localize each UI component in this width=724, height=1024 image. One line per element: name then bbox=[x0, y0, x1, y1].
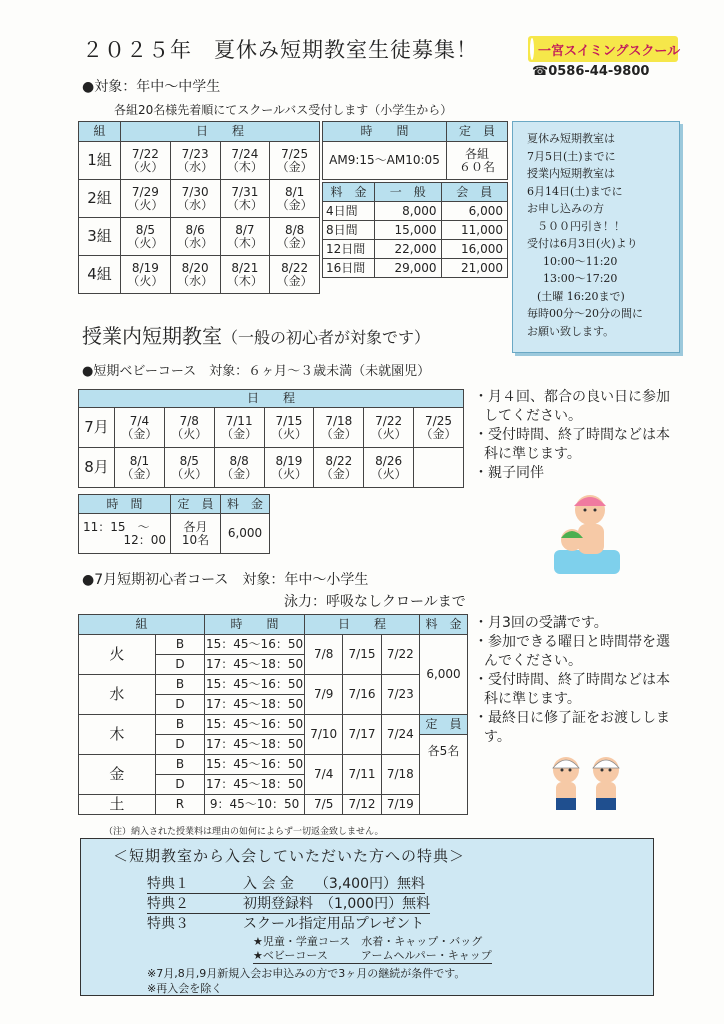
group-header: 組 bbox=[79, 122, 121, 142]
table-row: 3組 8/5 （火） 8/6 （水） 8/7 （木） 8/8 （金） bbox=[79, 218, 320, 256]
summer-target: ●対象：年中～中学生 bbox=[82, 79, 221, 95]
table-row: 4組 8/19 （火） 8/20 （水） 8/21 （木） 8/22 （金） bbox=[79, 256, 320, 294]
benefits-title: ＜短期教室から入会していただいた方への特典＞ bbox=[113, 847, 466, 865]
summer-schedule-table bbox=[78, 121, 320, 294]
table-row: 16日間 29,000 21,000 bbox=[323, 259, 508, 278]
beginner-course-heading: ●7月短期初心者コース 対象：年中～小学生 bbox=[82, 572, 369, 588]
benefits-box bbox=[80, 838, 654, 996]
group-name: 1組 bbox=[79, 142, 121, 180]
table-row: 8月 8/1 （金） 8/5 （火） 8/8 （金） 8/19 （火） 8/22 （金） 8/26 （火） bbox=[79, 448, 464, 488]
summer-capacity: 各組 ６０名 bbox=[447, 142, 508, 180]
summer-fee-table bbox=[322, 182, 508, 278]
baby-schedule-header: 日 程 bbox=[79, 390, 464, 408]
benefit-item-3: 特典３ スクール指定用品プレゼント bbox=[147, 916, 425, 932]
application-info-box: 夏休み短期教室は 7月5日(土)までに 授業内短期教室は 6月14日(土)までに お申し込みの方 ５００円引き！！ 受付は6月3日(火)より 10:00～11:20 13:00～17:20 (土曜 16:20まで) 毎時00分～20分の間に お願い致します。 bbox=[512, 121, 680, 353]
kids-swim-illustration bbox=[546, 752, 630, 822]
baby-time: 11：15 ～ 12：00 bbox=[79, 514, 171, 554]
baby-notes: ・月４回、都合の良い日に参加してください。 ・受付時間、終了時間などは本科に準じます。 ・親子同伴 bbox=[474, 389, 670, 481]
table-row: 4日間 8,000 6,000 bbox=[323, 202, 508, 221]
beginner-notes: ・月3回の受講です。 ・参加できる曜日と時間帯を選んでください。 ・受付時間、終了時間などは本科に準じます。 ・最終日に修了証をお渡しします。 bbox=[474, 615, 670, 745]
table-row: 木 B 15：45～16：50 7/10 7/17 7/24 定 員 bbox=[79, 715, 468, 735]
table-row: 8日間 15,000 11,000 bbox=[323, 221, 508, 240]
schedule-header: 日 程 bbox=[121, 122, 320, 142]
benefit-item-1: 特典１ 入 会 金 （3,400円）無料 bbox=[147, 873, 425, 894]
beginner-schedule-table: 組 時 間 日 程 料 金 火 B 15：45～16：50 7/8 7/15 7/22 6,000 D 17：45～18：50 水 B 15：45～16：50 7/9 7/16 7/23 D 17：45～18：50 木 B 15：45～16：50 7/10 7/17 7/24 定 員 D 17：45～18：50 各5名 金 B 15：45～16：50 7/4 7/11 7/18 D 17：45～18：50 土 R 9：45～10：50 7/5 7/12 7/19 bbox=[78, 614, 468, 815]
gift-line-2: ★ベビーコース アームヘルパー・キャップ bbox=[253, 949, 492, 962]
footnote-2: ※再入会を除く bbox=[147, 982, 223, 995]
table-row: 12日間 22,000 16,000 bbox=[323, 240, 508, 259]
group-name: 2組 bbox=[79, 180, 121, 218]
baby-fee: 6,000 bbox=[221, 514, 270, 554]
baby-course-heading: ●短期ベビーコース 対象：６ヶ月～３歳未満（未就園児） bbox=[82, 364, 431, 379]
table-row: 7月 7/4 （金） 7/8 （火） 7/11 （金） 7/15 （火） 7/18 （金） 7/22 （火） 7/25 （金） bbox=[79, 408, 464, 448]
group-name: 4組 bbox=[79, 256, 121, 294]
baby-capacity: 各月 10名 bbox=[171, 514, 221, 554]
table-row: D 17：45～18：50 bbox=[79, 775, 468, 795]
bus-note: 各組20名様先着順にてスクールバス受付します（小学生から） bbox=[114, 103, 453, 117]
capacity-header: 定 員 bbox=[447, 122, 508, 142]
table-row: 火 B 15：45～16：50 7/8 7/15 7/22 6,000 bbox=[79, 635, 468, 655]
table-row: D 17：45～18：50 bbox=[79, 695, 468, 715]
general-header: 一 般 bbox=[375, 183, 442, 202]
beginner-course-heading-2: 泳力：呼吸なしクロールまで bbox=[284, 594, 466, 610]
table-row: 土 R 9：45～10：50 7/5 7/12 7/19 bbox=[79, 795, 468, 815]
table-row: 1組 7/22 （火） 7/23 （水） 7/24 （木） 7/25 （金） bbox=[79, 142, 320, 180]
table-row: D 17：45～18：50 各5名 bbox=[79, 735, 468, 755]
baby-schedule-table bbox=[78, 389, 464, 488]
member-header: 会 員 bbox=[441, 183, 508, 202]
logo-mark-icon bbox=[530, 38, 534, 60]
benefit-item-2: 特典２ 初期登録料 （1,000円）無料 bbox=[147, 893, 430, 914]
summer-time: AM9:15～AM10:05 bbox=[323, 142, 447, 180]
class-section-title: 授業内短期教室（一般の初心者が対象です） bbox=[82, 324, 431, 348]
gift-line-1: ★児童・学童コース 水着・キャップ・バッグ bbox=[253, 935, 483, 948]
table-row: 2組 7/29 （火） 7/30 （水） 7/31 （木） 8/1 （金） bbox=[79, 180, 320, 218]
fee-header: 料 金 bbox=[323, 183, 375, 202]
parent-child-swim-illustration bbox=[554, 488, 620, 574]
summer-time-table bbox=[322, 121, 508, 180]
table-row: 水 B 15：45～16：50 7/9 7/16 7/23 bbox=[79, 675, 468, 695]
page-title: ２０２５年 夏休み短期教室生徒募集！ bbox=[82, 38, 478, 62]
time-header: 時 間 bbox=[323, 122, 447, 142]
refund-note: （注）納入された授業料は理由の如何によらず一切返金致しません。 bbox=[104, 827, 384, 837]
beginner-fee: 6,000 bbox=[420, 635, 468, 715]
table-row: D 17：45～18：50 bbox=[79, 655, 468, 675]
capacity-header: 定 員 bbox=[420, 715, 468, 735]
table-row: 金 B 15：45～16：50 7/4 7/11 7/18 bbox=[79, 755, 468, 775]
school-logo bbox=[528, 36, 681, 62]
footnote-1: ※7月,8月,9月新規入会お申込みの方で3ヶ月の継続が条件です。 bbox=[147, 967, 466, 980]
baby-info-table: 時 間 定 員 料 金 11：15 ～ 12：00 各月 10名 6,000 bbox=[78, 494, 270, 554]
beginner-capacity: 各5名 bbox=[420, 735, 468, 815]
phone-number: ☎0586-44-9800 bbox=[532, 64, 650, 79]
logo-text: 一宮スイミングスクール bbox=[538, 43, 681, 59]
group-name: 3組 bbox=[79, 218, 121, 256]
